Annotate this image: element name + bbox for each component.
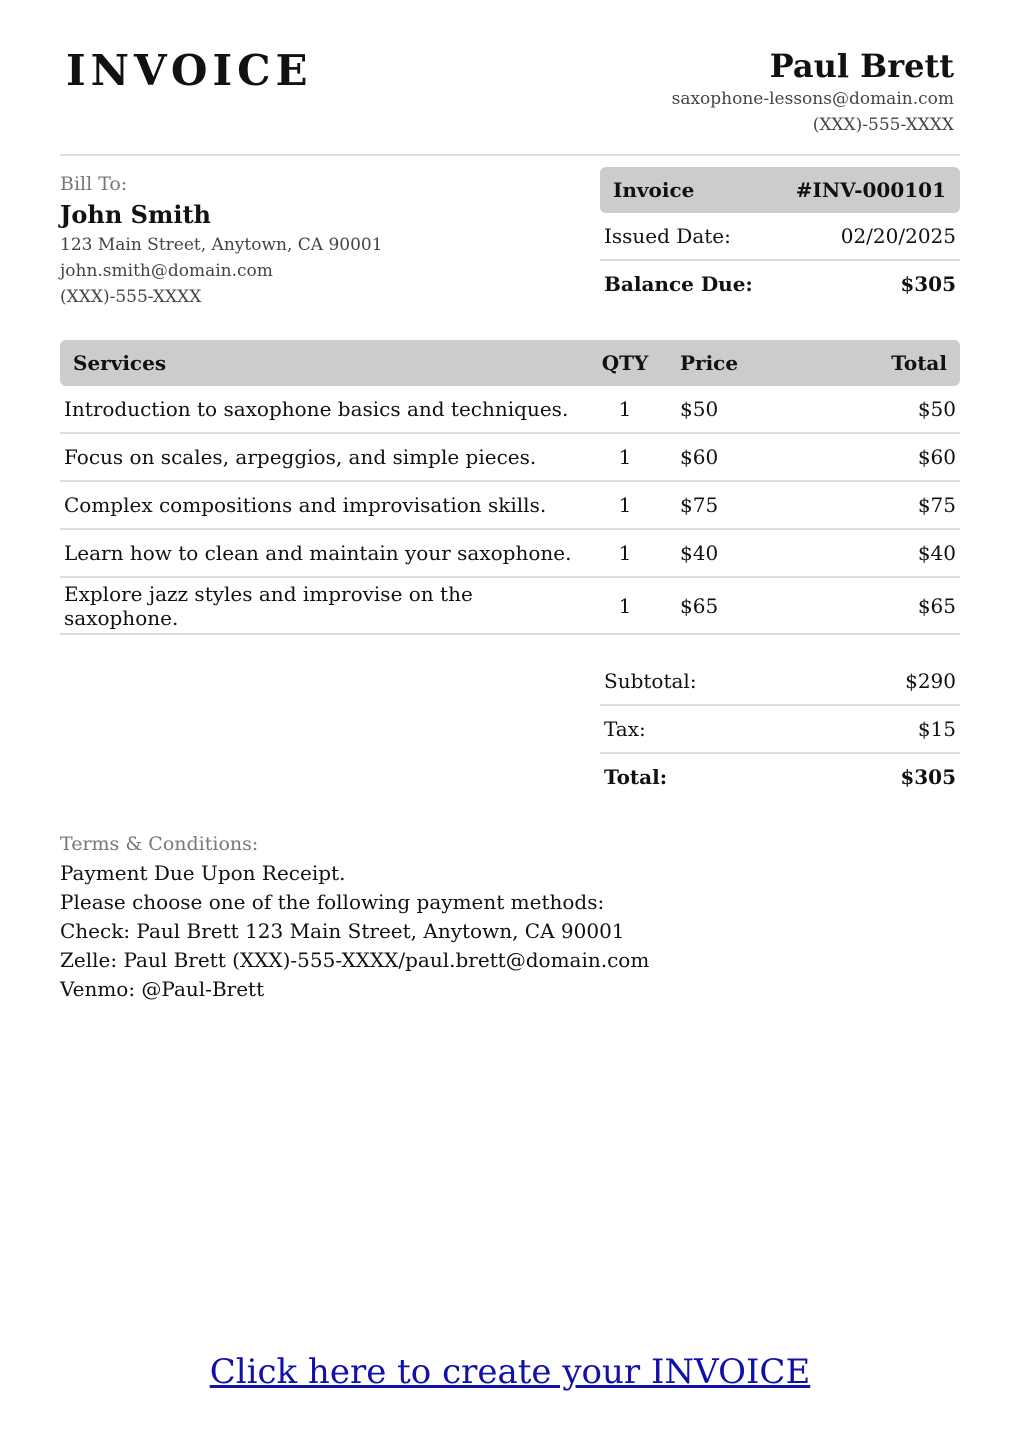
- service-total: $40: [800, 529, 960, 577]
- service-qty: 1: [588, 433, 662, 481]
- terms-line: Payment Due Upon Receipt.: [60, 861, 346, 885]
- table-row: [60, 529, 960, 577]
- sender-name: Paul Brett: [769, 47, 954, 85]
- client-address: 123 Main Street, Anytown, CA 90001: [60, 235, 383, 255]
- terms-line: Check: Paul Brett 123 Main Street, Anytown, CA 90001: [60, 919, 625, 943]
- service-price: $50: [662, 386, 800, 433]
- total-label: Total:: [604, 765, 668, 789]
- client-name: John Smith: [60, 200, 211, 229]
- service-price: $60: [662, 433, 800, 481]
- table-row: [60, 433, 960, 481]
- table-row: [60, 481, 960, 529]
- invoice-number: #INV-000101: [795, 178, 946, 202]
- column-header-services: Services: [60, 340, 588, 386]
- service-description: Complex compositions and improvisation skills.: [60, 481, 588, 529]
- terms-line: Zelle: Paul Brett (XXX)-555-XXXX/paul.brett@domain.com: [60, 948, 650, 972]
- sender-phone: (XXX)-555-XXXX: [812, 115, 954, 135]
- balance-due-label: Balance Due:: [604, 272, 753, 296]
- table-row: [60, 386, 960, 433]
- issued-date-row: [600, 213, 960, 261]
- service-description: Introduction to saxophone basics and techniques.: [60, 386, 588, 433]
- service-price: $75: [662, 481, 800, 529]
- service-qty: 1: [588, 577, 662, 634]
- invoice-title: INVOICE: [66, 46, 313, 95]
- column-header-total: Total: [800, 340, 960, 386]
- invoice-meta: [600, 167, 960, 307]
- totals-block: [600, 658, 960, 800]
- column-header-qty: QTY: [588, 340, 662, 386]
- terms-line: Venmo: @Paul-Brett: [60, 977, 265, 1001]
- subtotal-label: Subtotal:: [604, 669, 697, 693]
- service-description: [60, 577, 588, 634]
- table-header-row: [60, 340, 960, 386]
- terms-line: Please choose one of the following payment methods:: [60, 890, 605, 914]
- terms-and-conditions: [60, 830, 960, 1004]
- service-qty: 1: [588, 386, 662, 433]
- balance-due-value: $305: [900, 272, 956, 296]
- client-email: john.smith@domain.com: [60, 261, 273, 281]
- service-description: Focus on scales, arpeggios, and simple pieces.: [60, 433, 588, 481]
- service-description: Learn how to clean and maintain your saxophone.: [60, 529, 588, 577]
- tax-value: $15: [917, 717, 956, 741]
- total-row: [600, 754, 960, 800]
- create-invoice-cta: [0, 1352, 1020, 1392]
- service-total: $75: [800, 481, 960, 529]
- table-row: [60, 577, 960, 634]
- invoice-info-section: [60, 156, 960, 340]
- subtotal-row: [600, 658, 960, 706]
- tax-row: [600, 706, 960, 754]
- service-price: $40: [662, 529, 800, 577]
- service-total: $65: [800, 577, 960, 634]
- tax-label: Tax:: [604, 717, 646, 741]
- bill-to-block: [60, 170, 383, 310]
- subtotal-value: $290: [905, 669, 956, 693]
- service-qty: 1: [588, 481, 662, 529]
- column-header-price: Price: [662, 340, 800, 386]
- create-invoice-link[interactable]: Click here to create your INVOICE: [209, 1352, 811, 1392]
- invoice-header: [60, 0, 960, 156]
- service-price: $65: [662, 577, 800, 634]
- total-value: $305: [900, 765, 956, 789]
- service-qty: 1: [588, 529, 662, 577]
- issued-date-label: Issued Date:: [604, 224, 731, 248]
- invoice-label: Invoice: [613, 178, 695, 202]
- services-table: [60, 340, 960, 635]
- sender-info: [672, 46, 954, 138]
- invoice-page: [60, 0, 960, 1004]
- invoice-number-header: [600, 167, 960, 213]
- bill-to-label: Bill To:: [60, 173, 128, 195]
- client-phone: (XXX)-555-XXXX: [60, 287, 202, 307]
- service-total: $50: [800, 386, 960, 433]
- service-total: $60: [800, 433, 960, 481]
- issued-date-value: 02/20/2025: [840, 224, 956, 248]
- terms-label: Terms & Conditions:: [60, 833, 259, 855]
- balance-due-row: [600, 261, 960, 307]
- service-description-text: Explore jazz styles and improvise on the saxophone.: [64, 581, 473, 630]
- sender-email: saxophone-lessons@domain.com: [671, 89, 954, 109]
